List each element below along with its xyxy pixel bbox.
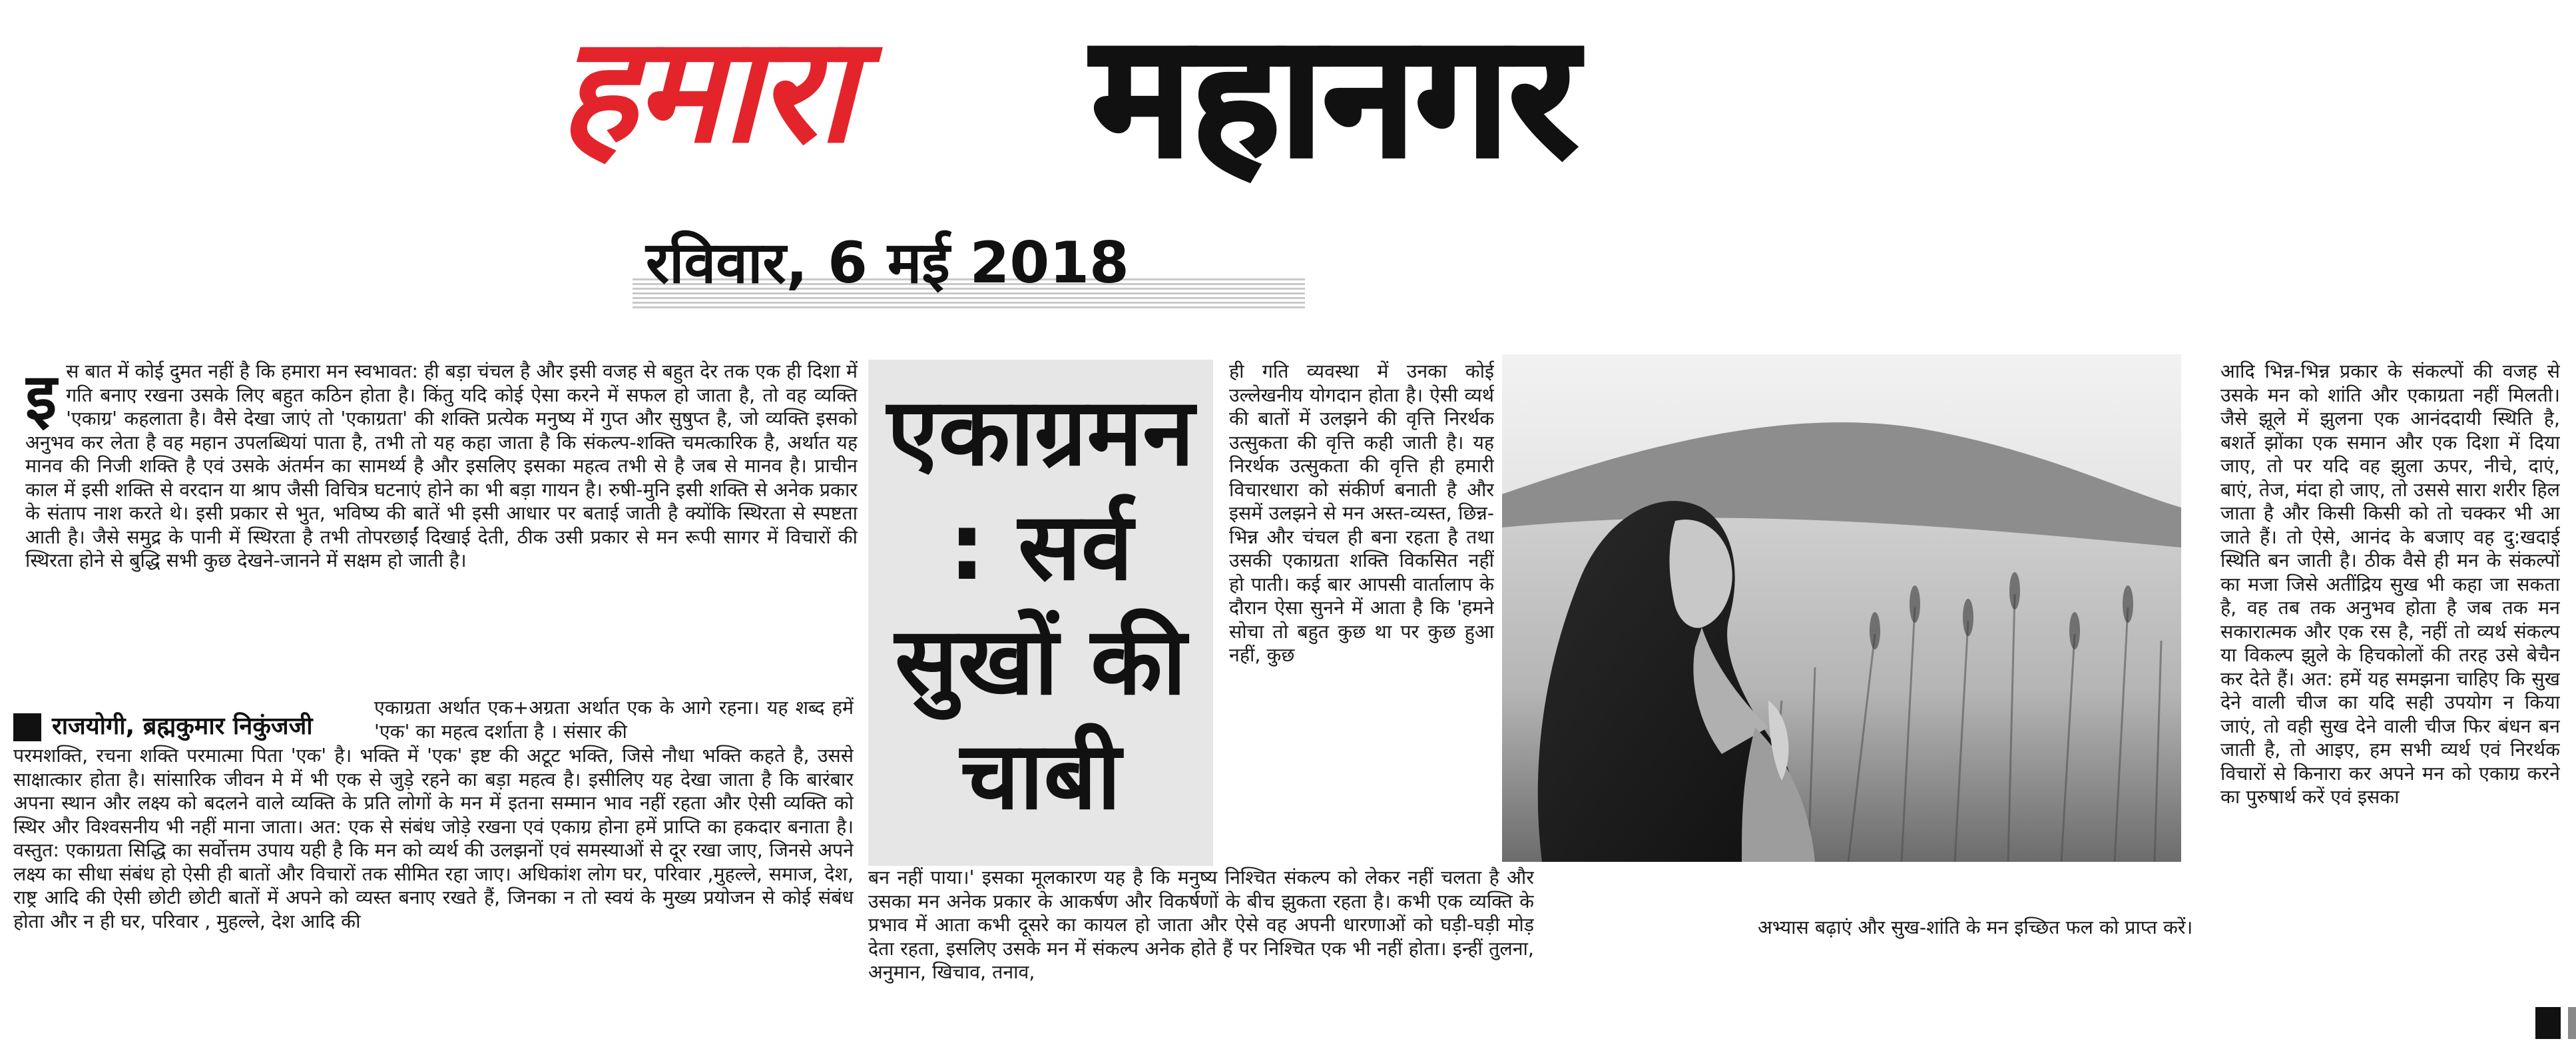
- page-marker-black: [2535, 1007, 2561, 1039]
- article-photo: [1502, 354, 2181, 862]
- article-right-column: [2220, 360, 2560, 992]
- masthead-title-red: हमारा: [559, 5, 853, 175]
- page-marker-grey: [2568, 1007, 2576, 1039]
- article-lead: [25, 360, 858, 673]
- headline-box: [868, 360, 1213, 866]
- article-middle-text: ही गति व्यवस्था में उनका कोई उल्लेखनीय योगदान होता है। ऐसी व्यर्थ की बातों में उलझने की वृत्ति निरर्थक उत्सुकता की वृत्ति कही जाती है। यह निरर्थक उत्सुकता की वृत्ति ही हमारी विचारधारा को संकीर्ण बनाती है और इसमें उलझने से मन अस्त-व्यस्त, छिन्न-भिन्न और चंचल ही बना रहता है तथा उसकी एकाग्रता शक्ति विकसित नहीं हो पाती। कई बार आपसी वार्तालाप के दौरान ऐसा सुनने में आता है कि 'हमने सोचा तो बहुत कुछ था पर कुछ हुआ नहीं, कुछ: [1229, 360, 1494, 666]
- article-middle-column: [1229, 360, 1494, 856]
- byline-marker-icon: [13, 713, 41, 741]
- woman-in-wheat-field-photo-icon: [1502, 354, 2181, 862]
- article-bottom-paragraph: [868, 866, 1534, 1046]
- article-bottom-text: बन नहीं पाया।' इसका मूलकारण यह है कि मनुष्य निश्चित संकल्प को लेकर नहीं चलता है और उसका मन अनेक प्रकार के आकर्षण और विकर्षणों के बीच झुकता रहता है। कभी एक व्यक्ति के प्रभाव में आता कभी दूसरे का कायल हो जाता और ऐसे वह अपनी धारणाओं को घड़ी-घड़ी मोड़ देता रहता, इसलिए उसके मन में संकल्प अनेक होते हैं पर निश्चित एक भी नहीं होता। इन्हीं तुलना, अनुमान, खिचाव, तनाव,: [868, 867, 1534, 983]
- article-paragraph-2: [374, 696, 854, 744]
- article-lead-text: स बात में कोई दुमत नहीं है कि हमारा मन स्वभावत: ही बड़ा चंचल है और इसी वजह से बहुत देर तक एक ही दिशा में गति बनाए रखना उसके लिए बहुत कठिन होता है। किंतु यदि कोई ऐसा करने में सफल हो जाता है, तो वह व्यक्ति 'एकाग्र' कहलाता है। वैसे देखा जाएं तो 'एकाग्रता' की शक्ति प्रत्येक मनुष्य में गुप्त और सुषुप्त है, जो व्यक्ति इसको अनुभव कर लेता है वह महान उपलब्धियां पाता है, तभी तो यह कहा जाता है कि संकल्प-शक्ति चमत्कारिक है, अर्थात यह मानव की निजी शक्ति है एवं उसके अंतर्मन का सामर्थ्य है और इसलिए इसका महत्व तभी से है जब से मानव है। प्राचीन काल में इसी शक्ति से वरदान या श्राप जैसी विचित्र घटनाएं होने का भी बड़ा गायन है। रुषी-मुनि इसी शक्ति से अनेक प्रकार के संताप नाश करते थे। इसी प्रकार से भुत, भविष्य की बातें भी इसी आधार पर बताई जाती है क्योंकि स्थिरता से स्पष्टता आती है। जैसे समुद्र के पानी में स्थिरता है तभी तोपरछाईं दिखाई देती, ठीक उसी प्रकार से मन रूपी सागर में विचारों की स्थिरता होने से बुद्धि सभी कुछ देखने-जानने में सक्षम हो जाती है।: [25, 360, 858, 571]
- article-paragraph-3-text: परमशक्ति, रचना शक्ति परमात्मा पिता 'एक' है। भक्ति में 'एक' इष्ट की अटूट भक्ति, जिसे नौधा भक्ति कहते है, उससे साक्षात्कार होता है। सांसारिक जीवन मे में भी एक से जुड़े रहने का बड़ा महत्व है। इसीलिए यह देखा जाता है कि बारंबार अपना स्थान और लक्ष्य को बदलने वाले व्यक्ति के प्रति लोगों के मन में इतना सम्मान भाव नहीं रहता और ऐसी व्यक्ति को स्थिर और विश्वसनीय भी नहीं माना जाता। अत: एक से संबंध जोड़े रखना एवं एकाग्र होना हमें प्राप्ति का हकदार बनाता है। वस्तुत: एकाग्रता सिद्धि का सर्वोत्तम उपाय यही है कि मन को व्यर्थ की उलझनों एवं समस्याओं से दूर रखा जाए, जिनसे अपने लक्ष्य का सीधा संबंध हो ऐसी ही बातों और विचारों तक सीमित रहा जाए। अधिकांश लोग घर, परिवार ,मुहल्ले, समाज, देश, राष्ट्र आदि की ऐसी छोटी छोटी बातों में अपने को व्यस्त बनाए रखते हैं, जिनका न तो स्वयं के मुख्य प्रयोजन से कोई संबंध होता और न ही घर, परिवार , मुहल्ले, देश आदि की: [13, 745, 854, 932]
- masthead-title-black: महानगर: [1092, 0, 1577, 193]
- article-headline: एकाग्रमन : सर्व सुखों की चाबी: [887, 378, 1194, 831]
- byline-author: राजयोगी, ब्रह्मकुमार निकुंजजी: [52, 713, 313, 740]
- article-paragraph-2-text: एकाग्रता अर्थात एक+अग्रता अर्थात एक के आगे रहना। यह शब्द हमें 'एक' का महत्व दर्शाता है । संसार की: [374, 697, 854, 743]
- article-right-text: आदि भिन्न-भिन्न प्रकार के संकल्पों की वजह से उसके मन को शांति और एकाग्रता नहीं मिलती। जैसे झूले में झुलना एक आनंददायी स्थिति है, बशर्ते झोंका एक समान और एक दिशा में दिया जाए, तो पर यदि वह झुला ऊपर, नीचे, दाएं, बाएं, तेज, मंदा हो जाए, तो उससे सारा शरीर हिल जाता है और किसी किसी को तो चक्कर भी आ जाते हैं। तो ऐसे, आनंद के बजाए वह दु:खदाई स्थिति बन जाती है। ठीक वैसे ही मन के संकल्पों का मजा जिसे अतींद्रिय सुख भी कहा जा सकता है, वह तब तक अनुभव होता है जब तक मन सकारात्मक और एक रस है, नहीं तो व्यर्थ संकल्प या विकल्प झुले के हिचकोलों की तरह उसे बेचैन कर देते हैं। अत: हमें यह समझना चाहिए कि सुख देने वाली चीज का यदि सही उपयोग न किया जाएं, तो वही सुख देने वाली चीज फिर बंधन बन जाती है, तो आइए, हम सभी व्यर्थ एवं निरर्थक विचारों से किनारा कर अपने मन को एकाग्र करने का पुरुषार्थ करें एवं इसका: [2220, 360, 2560, 808]
- dateline-block: [633, 226, 1305, 313]
- byline: [13, 709, 373, 743]
- drop-cap: इ: [25, 360, 57, 434]
- masthead: [0, 0, 2576, 220]
- article-closing-text: अभ्यास बढ़ाएं और सुख-शांति के मन इच्छित फल को प्राप्त करें।: [1758, 916, 2193, 938]
- article-paragraph-3: [13, 744, 854, 1044]
- dateline: रविवार, 6 मई 2018: [646, 230, 1129, 296]
